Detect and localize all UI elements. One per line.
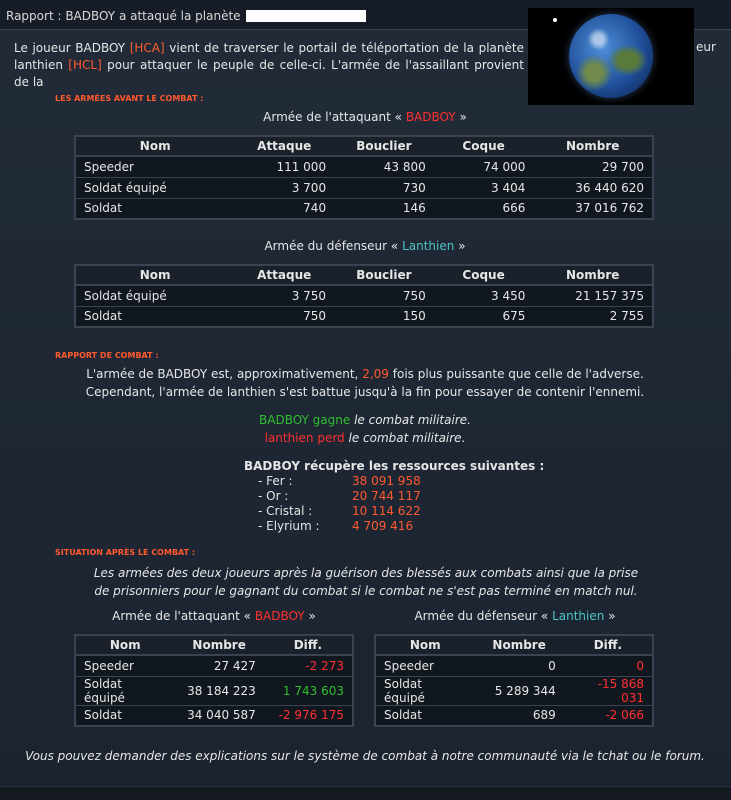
unit-name: Soldat (375, 705, 474, 726)
power-ratio-text (40, 365, 690, 401)
defender-name-link[interactable]: Lanthien (552, 609, 605, 623)
column-header: Nom (75, 136, 234, 156)
footer-help-text: Vous pouvez demander des explications sur le système de combat à notre communauté via le tchat ou le forum. (25, 749, 705, 763)
attacker-after-title (74, 609, 354, 623)
unit-diff: -2 976 175 (264, 705, 353, 726)
unit-stat: 2 755 (533, 306, 653, 327)
unit-row (375, 705, 653, 726)
ratio-text-a: L'armée de BADBOY est, approximativement, (86, 367, 359, 381)
army-title-prefix: Armée de l'attaquant « (112, 609, 251, 623)
unit-name: Speeder (375, 655, 474, 676)
column-header: Nom (375, 635, 474, 655)
unit-stat: 740 (234, 198, 334, 219)
unit-count: 34 040 587 (174, 705, 263, 726)
defender-before-table (74, 264, 654, 328)
army-title-suffix: » (608, 609, 616, 623)
resource-label-elyrium: - Elyrium : (258, 519, 320, 533)
resource-value-iron: 38 091 958 (352, 474, 421, 488)
column-header: Nombre (174, 635, 263, 655)
intro-defender: lanthien (14, 58, 63, 72)
column-header: Bouclier (334, 136, 434, 156)
unit-stat: 3 450 (434, 285, 534, 306)
redacted-planet-name (246, 10, 366, 22)
unit-name: Speeder (75, 655, 174, 676)
unit-row (75, 198, 653, 219)
unit-row (75, 705, 353, 726)
section-before-combat: LES ARMÉES AVANT LE COMBAT : (55, 94, 204, 103)
unit-stat: 675 (434, 306, 534, 327)
unit-row (375, 676, 653, 705)
unit-stat: 3 750 (234, 285, 334, 306)
intro-text-2: pour attaquer le peuple de celle-ci. L'armée de l'assaillant provient de la (14, 58, 524, 89)
resource-value-gold: 20 744 117 (352, 489, 421, 503)
unit-stat: 730 (334, 177, 434, 198)
attacker-army-title (230, 110, 500, 124)
planet-image (528, 8, 694, 105)
column-header: Coque (434, 265, 534, 285)
after-text-line-2: de prisonniers pour le gagnant du combat si le combat ne s'est pas terminé en match nul. (94, 584, 638, 598)
column-header: Attaque (234, 136, 334, 156)
defender-army-title (230, 239, 500, 253)
unit-row (75, 655, 353, 676)
column-header: Diff. (264, 635, 353, 655)
attacker-before-table (74, 135, 654, 220)
unit-stat: 3 700 (234, 177, 334, 198)
section-combat-report: RAPPORT DE COMBAT : (55, 351, 159, 360)
column-header: Nom (75, 265, 234, 285)
unit-count: 27 427 (174, 655, 263, 676)
unit-row (75, 177, 653, 198)
unit-row (75, 285, 653, 306)
planet-globe-icon (569, 14, 653, 98)
defender-alliance-tag[interactable]: [HCL] (68, 58, 102, 72)
resource-value-elyrium: 4 709 416 (352, 519, 414, 533)
loser-text: le combat militaire. (348, 431, 466, 445)
unit-name: Soldat équipé (75, 676, 174, 705)
unit-stat: 43 800 (334, 156, 434, 177)
resource-label-gold: - Or : (258, 489, 289, 503)
intro-paragraph (14, 40, 524, 91)
defender-resistance-text: Cependant, l'armée de lanthien s'est battue jusqu'à la fin pour essayer de contenir l'ennemi. (85, 385, 645, 399)
unit-stat: 74 000 (434, 156, 534, 177)
column-header: Nombre (533, 265, 653, 285)
unit-name: Soldat équipé (75, 177, 234, 198)
resource-value-crystal: 10 114 622 (352, 504, 421, 518)
unit-name: Soldat équipé (375, 676, 474, 705)
attacker-after-table (74, 634, 354, 727)
column-header: Diff. (564, 635, 653, 655)
unit-stat: 29 700 (533, 156, 653, 177)
unit-row (75, 156, 653, 177)
unit-count: 689 (474, 705, 563, 726)
unit-name: Soldat (75, 306, 234, 327)
unit-name: Soldat (75, 705, 174, 726)
unit-count: 5 289 344 (474, 676, 563, 705)
unit-name: Speeder (75, 156, 234, 177)
unit-diff: 0 (564, 655, 653, 676)
unit-stat: 37 016 762 (533, 198, 653, 219)
resource-label-iron: - Fer : (258, 474, 293, 488)
column-header: Nom (75, 635, 174, 655)
resource-label-crystal: - Cristal : (258, 504, 313, 518)
column-header: Bouclier (334, 265, 434, 285)
ratio-text-b: fois plus puissante que celle de l'adverse. (392, 367, 644, 381)
defender-after-title (375, 609, 655, 623)
after-combat-explanation (60, 564, 672, 600)
unit-count: 0 (474, 655, 563, 676)
unit-count: 38 184 223 (174, 676, 263, 705)
unit-stat: 111 000 (234, 156, 334, 177)
unit-diff: -2 066 (564, 705, 653, 726)
intro-overflow-text: eur (696, 40, 716, 54)
army-title-suffix: » (459, 110, 467, 124)
attacker-name-link[interactable]: BADBOY (405, 110, 456, 124)
column-header: Nombre (474, 635, 563, 655)
unit-stat: 21 157 375 (533, 285, 653, 306)
column-header: Attaque (234, 265, 334, 285)
loser-label: lanthien perd (264, 431, 345, 445)
column-header: Coque (434, 136, 534, 156)
army-title-prefix: Armée du défenseur « (414, 609, 549, 623)
resources-title: BADBOY récupère les ressources suivantes : (244, 459, 545, 473)
army-title-prefix: Armée de l'attaquant « (263, 110, 402, 124)
report-title: Rapport : BADBOY a attaqué la planète (6, 9, 241, 23)
attacker-name-link[interactable]: BADBOY (254, 609, 305, 623)
unit-diff: -15 868 031 (564, 676, 653, 705)
footer-decoration-strip (0, 786, 731, 800)
intro-text-1: vient de traverser le portail de téléportation de la planète (169, 41, 524, 55)
unit-stat: 666 (434, 198, 534, 219)
army-title-suffix: » (458, 239, 466, 253)
unit-diff: -2 273 (264, 655, 353, 676)
army-title-prefix: Armée du défenseur « (264, 239, 399, 253)
attacker-alliance-tag[interactable]: [HCA] (129, 41, 165, 55)
army-title-suffix: » (308, 609, 316, 623)
unit-stat: 146 (334, 198, 434, 219)
star-icon (553, 18, 557, 22)
power-ratio-value: 2,09 (362, 367, 389, 381)
unit-name: Soldat équipé (75, 285, 234, 306)
winner-label: BADBOY gagne (259, 413, 351, 427)
unit-name: Soldat (75, 198, 234, 219)
unit-row (75, 676, 353, 705)
unit-row (75, 306, 653, 327)
after-text-line-1: Les armées des deux joueurs après la guérison des blessés aux combats ainsi que la prise (93, 566, 639, 580)
unit-stat: 150 (334, 306, 434, 327)
section-after-combat: SITUATION APRÈS LE COMBAT : (55, 548, 196, 557)
combat-outcome (140, 411, 590, 447)
unit-stat: 3 404 (434, 177, 534, 198)
unit-stat: 36 440 620 (533, 177, 653, 198)
defender-after-table (374, 634, 654, 727)
unit-diff: 1 743 603 (264, 676, 353, 705)
unit-stat: 750 (334, 285, 434, 306)
intro-attacker: Le joueur BADBOY (14, 41, 126, 55)
defender-name-link[interactable]: Lanthien (402, 239, 455, 253)
column-header: Nombre (533, 136, 653, 156)
unit-row (375, 655, 653, 676)
winner-text: le combat militaire. (354, 413, 471, 427)
unit-stat: 750 (234, 306, 334, 327)
